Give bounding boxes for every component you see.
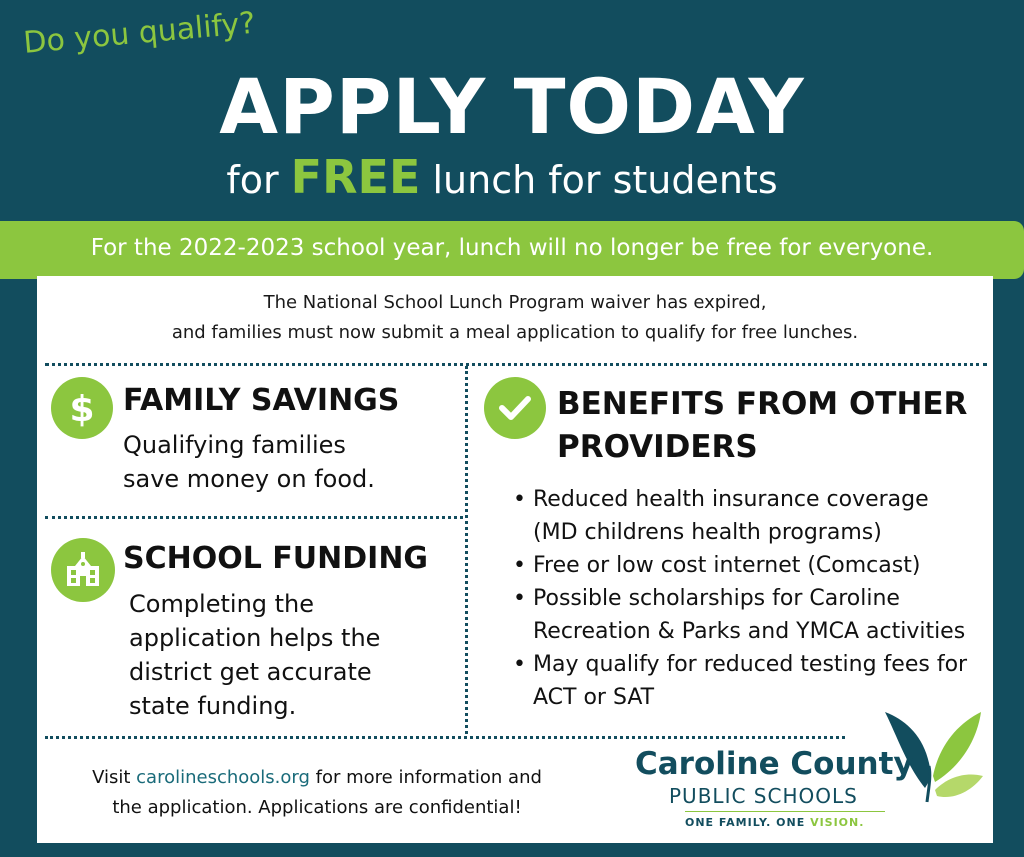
- family-savings-title: FAMILY SAVINGS: [123, 383, 400, 418]
- footer-line-1: [37, 763, 597, 793]
- headline: APPLY TODAY: [219, 62, 805, 151]
- divider-vertical: [465, 366, 468, 734]
- logo-tagline-part-1: ONE FAMILY. ONE: [685, 816, 811, 829]
- logo-tagline: [685, 816, 864, 829]
- svg-text:$: $: [69, 389, 95, 428]
- intro-line-1: The National School Lunch Program waiver has expired,: [263, 292, 767, 313]
- school-funding-line-4: state funding.: [129, 692, 297, 720]
- family-savings-line-1: Qualifying families: [123, 431, 346, 459]
- school-funding-body: [129, 587, 380, 723]
- benefits-title-line-1: BENEFITS FROM OTHER: [557, 386, 968, 422]
- footer-after-link: for more information and: [309, 767, 542, 788]
- info-card: [37, 276, 993, 843]
- intro-text: [37, 288, 993, 348]
- banner-text: For the 2022-2023 school year, lunch will no longer be free for everyone.: [90, 235, 934, 261]
- footer-line-2: the application. Applications are confidential!: [112, 797, 522, 818]
- tagline: Do you qualify?: [22, 5, 257, 61]
- footer-visit: Visit: [92, 767, 137, 788]
- benefit-item-line-1: • Free or low cost internet (Comcast): [533, 553, 921, 578]
- family-savings-line-2: save money on food.: [123, 465, 375, 493]
- benefit-item-line-2: (MD childrens health programs): [533, 520, 882, 545]
- benefit-item-line-1: • May qualify for reduced testing fees for: [533, 652, 968, 677]
- divider-top: [45, 363, 987, 366]
- benefit-item: [517, 549, 1017, 582]
- school-funding-line-3: district get accurate: [129, 658, 372, 686]
- logo-subtitle: PUBLIC SCHOOLS: [669, 784, 858, 808]
- benefit-item-line-1: • Possible scholarships for Caroline: [533, 586, 900, 611]
- school-funding-line-2: application helps the: [129, 624, 381, 652]
- family-savings-body: [123, 428, 375, 496]
- dollar-icon: [51, 377, 113, 439]
- divider-bottom: [45, 736, 845, 739]
- sub-for: for: [226, 158, 279, 202]
- logo-rule: [685, 811, 885, 812]
- website-link[interactable]: carolineschools.org: [136, 767, 310, 788]
- checkmark-icon: [484, 377, 546, 439]
- footer-text: [37, 763, 597, 823]
- notice-banner: [0, 221, 1024, 279]
- benefit-item-line-2: ACT or SAT: [533, 685, 655, 710]
- school-funding-line-1: Completing the: [129, 590, 315, 618]
- logo-name: Caroline County: [635, 746, 914, 782]
- divider-left-middle: [45, 516, 463, 519]
- benefit-item-line-1: • Reduced health insurance coverage: [533, 487, 929, 512]
- logo-tagline-part-2: VISION.: [810, 816, 865, 829]
- sub-free: FREE: [290, 150, 421, 204]
- subheadline: [0, 150, 1004, 204]
- school-funding-title: SCHOOL FUNDING: [123, 541, 429, 576]
- school-building-icon: [51, 538, 115, 602]
- benefit-item: [517, 483, 1017, 549]
- intro-line-2: and families must now submit a meal application to qualify for free lunches.: [171, 322, 859, 343]
- benefit-item: [517, 648, 1017, 714]
- benefits-list: [497, 483, 1017, 714]
- sub-rest: lunch for students: [432, 158, 778, 202]
- benefits-title: [557, 383, 967, 469]
- benefit-item: [517, 582, 1017, 648]
- benefit-item-line-2: Recreation & Parks and YMCA activities: [533, 619, 966, 644]
- benefits-title-line-2: PROVIDERS: [557, 429, 758, 465]
